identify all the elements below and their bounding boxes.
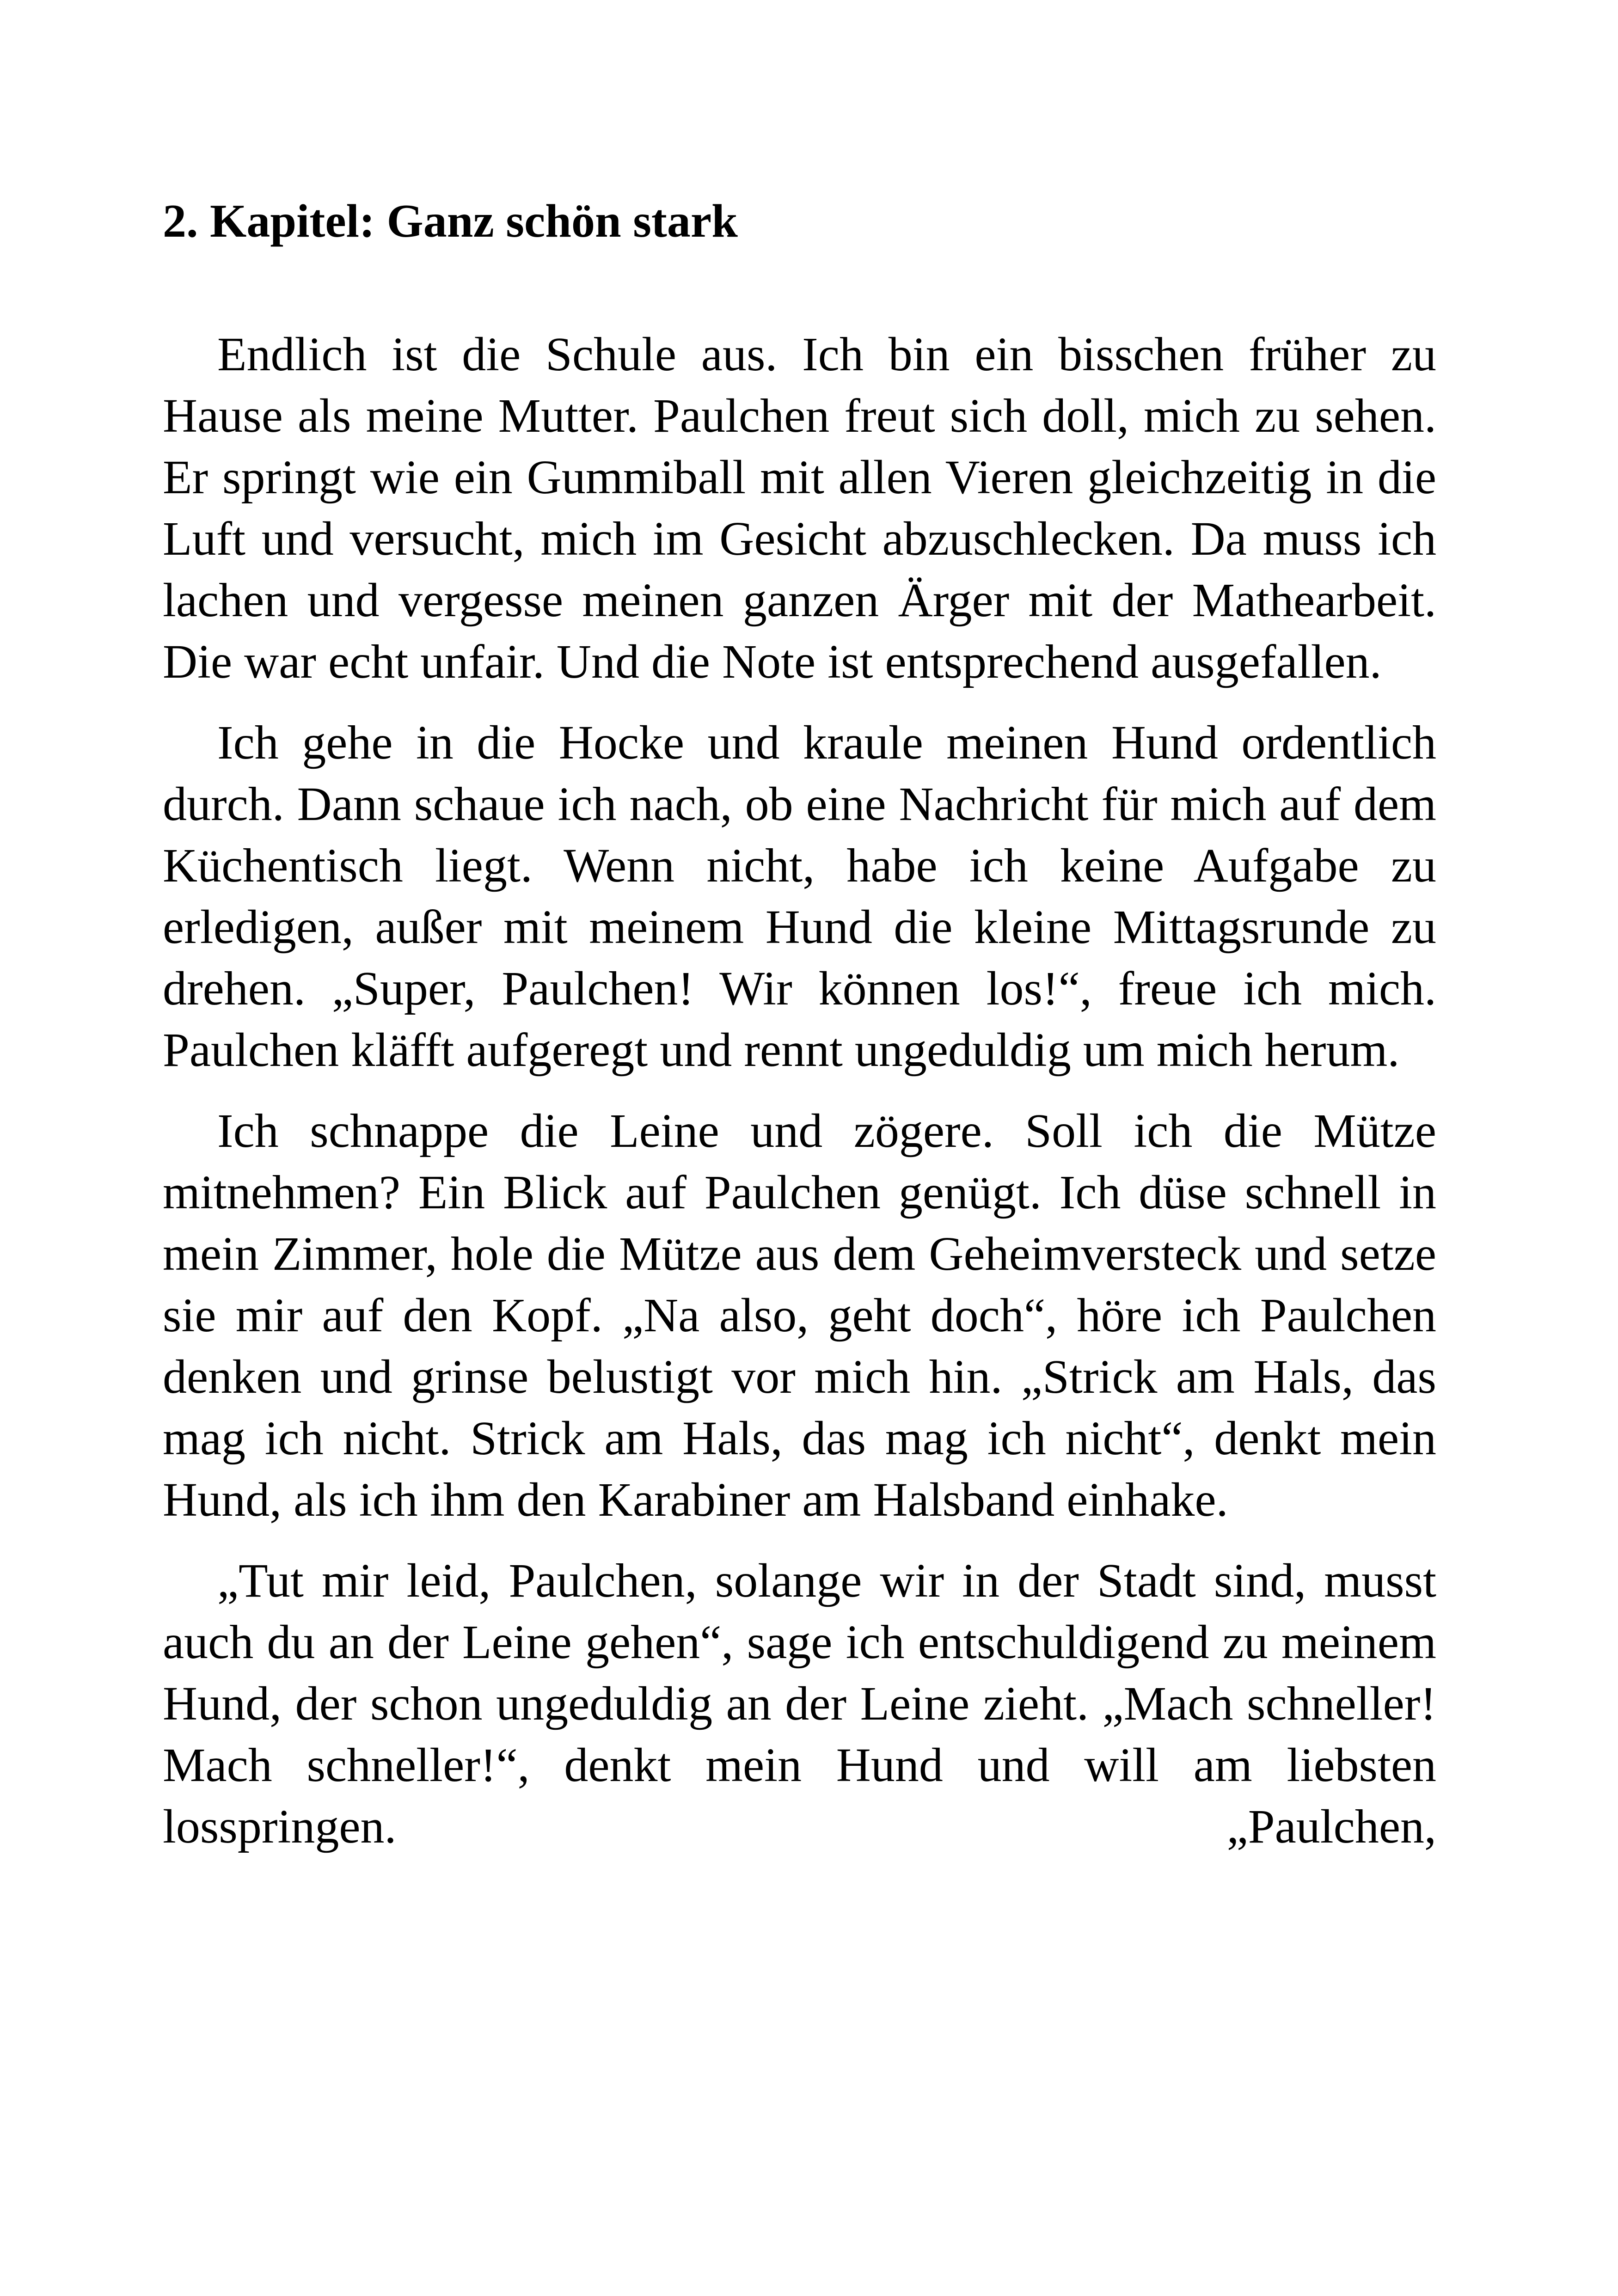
paragraph-2: Ich gehe in die Hocke und kraule meinen Hund ordentlich durch. Dann schaue ich nach, ob eine Nachricht für mich auf dem Küchentisch liegt. Wenn nicht, habe ich keine Aufgabe zu erledigen, außer mit meinem Hund die kleine Mittagsrunde zu drehen. „Super, Paulchen! Wir können los!“, freue ich mich. Paulchen kläfft aufgeregt und rennt ungeduldig um mich herum. [163, 716, 1436, 1077]
paragraph-3: Ich schnappe die Leine und zögere. Soll ich die Mütze mitnehmen? Ein Blick auf Paulchen genügt. Ich düse schnell in mein Zimmer, hole die Mütze aus dem Geheimversteck und setze sie mir auf den Kopf. „Na also, geht doch“, höre ich Paulchen denken und grinse belustigt vor mich hin. „Strick am Hals, das mag ich nicht. Strick am Hals, das mag ich nicht“, denkt mein Hund, als ich ihm den Karabiner am Halsband einhake. [163, 1104, 1436, 1526]
chapter-title: 2. Kapitel: Ganz schön stark [163, 195, 738, 247]
paragraph-1: Endlich ist die Schule aus. Ich bin ein bisschen früher zu Hause als meine Mutter. Paulchen freut sich doll, mich zu sehen. Er springt wie ein Gummiball mit allen Vieren gleichzeitig in die Luft und versucht, mich im Gesicht abzuschlecken. Da muss ich lachen und vergesse meinen ganzen Ärger mit der Mathearbeit. Die war echt unfair. Und die Note ist entsprechend ausgefallen. [163, 328, 1436, 688]
paragraph-4: „Tut mir leid, Paulchen, solange wir in der Stadt sind, musst auch du an der Leine gehen“, sage ich entschuldigend zu meinem Hund, der schon ungeduldig an der Leine zieht. „Mach schneller! Mach schneller!“, denkt mein Hund und will am liebsten losspringen. „Paulchen, [163, 1554, 1436, 1853]
body-text [163, 324, 1436, 1877]
